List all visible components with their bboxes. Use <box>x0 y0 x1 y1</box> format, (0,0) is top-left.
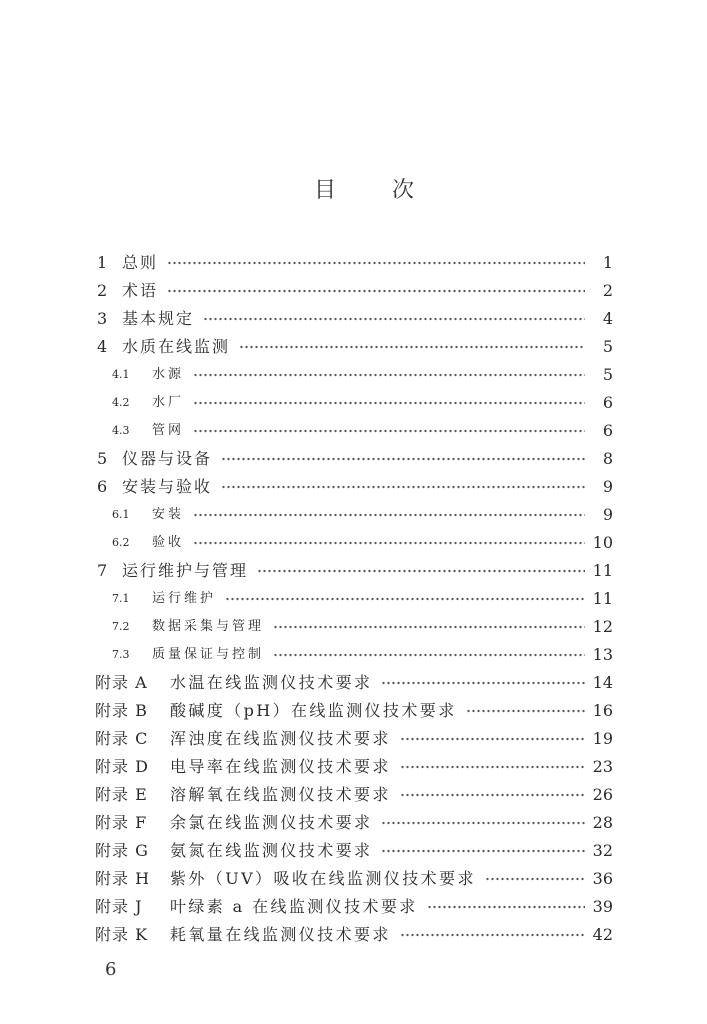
toc-appendix-entry <box>95 697 613 725</box>
dot-leader <box>485 873 585 885</box>
page-number: 9 <box>602 477 613 496</box>
entry-title: 紫外（UV）吸收在线监测仪技术要求 <box>170 869 476 888</box>
entry-title: 余氯在线监测仪技术要求 <box>170 813 373 832</box>
dot-leader <box>239 341 585 353</box>
toc-entry <box>95 473 613 501</box>
appendix-label: 附录 F <box>95 813 148 832</box>
dot-leader <box>400 761 585 773</box>
toc-appendix-entry <box>95 837 613 865</box>
table-of-contents <box>95 249 613 949</box>
toc-appendix-entry <box>95 809 613 837</box>
toc-appendix-entry <box>95 921 613 949</box>
page-number: 42 <box>592 925 613 944</box>
dot-leader <box>466 705 585 717</box>
toc-entry <box>95 445 613 473</box>
dot-leader <box>273 649 585 661</box>
entry-title: 安装与验收 <box>122 477 213 496</box>
page-number: 19 <box>592 729 613 748</box>
page-number: 23 <box>592 757 613 776</box>
appendix-label: 附录 C <box>95 729 149 748</box>
dot-leader <box>193 509 585 521</box>
subsection-number: 4.1 <box>112 368 130 381</box>
toc-appendix-entry <box>95 669 613 697</box>
page-number: 4 <box>602 309 613 328</box>
subsection-number: 6.1 <box>112 508 130 521</box>
entry-title: 总则 <box>122 253 159 272</box>
toc-subentry <box>95 361 613 389</box>
dot-leader <box>203 313 585 325</box>
page-title: 目 次 <box>314 178 419 203</box>
entry-title: 电导率在线监测仪技术要求 <box>170 757 391 776</box>
appendix-label: 附录 B <box>95 701 148 720</box>
section-number: 4 <box>97 337 108 356</box>
section-number: 1 <box>97 253 108 272</box>
page-number: 9 <box>602 505 613 524</box>
page-number: 10 <box>592 533 613 552</box>
dot-leader <box>167 257 585 269</box>
entry-title: 叶绿素 a 在线监测仪技术要求 <box>170 897 418 916</box>
page-number: 1 <box>602 253 613 272</box>
toc-appendix-entry <box>95 893 613 921</box>
toc-entry <box>95 249 613 277</box>
entry-title: 水质在线监测 <box>122 337 231 356</box>
subsection-number: 4.2 <box>112 396 130 409</box>
page-number: 32 <box>592 841 613 860</box>
toc-appendix-entry <box>95 725 613 753</box>
appendix-label: 附录 H <box>95 869 151 888</box>
page-number: 5 <box>602 365 613 384</box>
page-number: 8 <box>602 449 613 468</box>
toc-appendix-entry <box>95 781 613 809</box>
dot-leader <box>221 453 585 465</box>
appendix-label: 附录 A <box>95 673 148 692</box>
toc-entry <box>95 333 613 361</box>
dot-leader <box>400 929 585 941</box>
dot-leader <box>167 285 585 297</box>
toc-subentry <box>95 641 613 669</box>
appendix-label: 附录 D <box>95 757 149 776</box>
page-number: 6 <box>602 393 613 412</box>
dot-leader <box>193 397 585 409</box>
page-number: 26 <box>592 785 613 804</box>
entry-title: 验收 <box>152 535 185 550</box>
dot-leader <box>427 901 585 913</box>
dot-leader <box>273 621 585 633</box>
dot-leader <box>381 845 585 857</box>
toc-subentry <box>95 529 613 557</box>
appendix-label: 附录 J <box>95 897 143 916</box>
toc-entry <box>95 557 613 585</box>
subsection-number: 7.3 <box>112 648 130 661</box>
section-number: 3 <box>97 309 108 328</box>
entry-title: 水厂 <box>152 395 185 410</box>
toc-subentry <box>95 585 613 613</box>
page-number: 11 <box>592 589 613 608</box>
toc-appendix-entry <box>95 865 613 893</box>
entry-title: 运行维护与管理 <box>122 561 249 580</box>
toc-subentry <box>95 501 613 529</box>
dot-leader <box>400 789 585 801</box>
page-number: 16 <box>592 701 613 720</box>
page-number: 6 <box>602 421 613 440</box>
toc-entry <box>95 277 613 305</box>
dot-leader <box>257 565 585 577</box>
dot-leader <box>225 593 585 605</box>
toc-appendix-entry <box>95 753 613 781</box>
entry-title: 酸碱度（pH）在线监测仪技术要求 <box>170 701 457 720</box>
entry-title: 数据采集与管理 <box>152 619 265 634</box>
entry-title: 运行维护 <box>152 591 217 606</box>
subsection-number: 7.1 <box>112 592 130 605</box>
entry-title: 耗氧量在线监测仪技术要求 <box>170 925 391 944</box>
section-number: 2 <box>97 281 108 300</box>
page-number: 5 <box>602 337 613 356</box>
toc-subentry <box>95 389 613 417</box>
entry-title: 浑浊度在线监测仪技术要求 <box>170 729 391 748</box>
appendix-label: 附录 E <box>95 785 148 804</box>
dot-leader <box>381 677 585 689</box>
subsection-number: 4.3 <box>112 424 130 437</box>
dot-leader <box>221 481 585 493</box>
page-number: 28 <box>592 813 613 832</box>
entry-title: 仪器与设备 <box>122 449 213 468</box>
entry-title: 管网 <box>152 423 185 438</box>
footer-page-number: 6 <box>105 959 117 980</box>
entry-title: 氨氮在线监测仪技术要求 <box>170 841 373 860</box>
appendix-label: 附录 G <box>95 841 149 860</box>
entry-title: 水源 <box>152 367 185 382</box>
entry-title: 安装 <box>152 507 185 522</box>
entry-title: 水温在线监测仪技术要求 <box>170 673 373 692</box>
page-number: 14 <box>592 673 613 692</box>
section-number: 6 <box>97 477 108 496</box>
page-number: 12 <box>592 617 613 636</box>
toc-entry <box>95 305 613 333</box>
section-number: 7 <box>97 561 108 580</box>
page-number: 2 <box>602 281 613 300</box>
dot-leader <box>193 537 585 549</box>
subsection-number: 7.2 <box>112 620 130 633</box>
dot-leader <box>400 733 585 745</box>
appendix-label: 附录 K <box>95 925 149 944</box>
entry-title: 质量保证与控制 <box>152 647 265 662</box>
dot-leader <box>381 817 585 829</box>
toc-subentry <box>95 417 613 445</box>
section-number: 5 <box>97 449 108 468</box>
subsection-number: 6.2 <box>112 536 130 549</box>
page-number: 11 <box>592 561 613 580</box>
page-number: 13 <box>592 645 613 664</box>
dot-leader <box>193 369 585 381</box>
entry-title: 基本规定 <box>122 309 195 328</box>
entry-title: 溶解氧在线监测仪技术要求 <box>170 785 391 804</box>
dot-leader <box>193 425 585 437</box>
toc-subentry <box>95 613 613 641</box>
page-number: 36 <box>592 869 613 888</box>
page-number: 39 <box>592 897 613 916</box>
entry-title: 术语 <box>122 281 159 300</box>
